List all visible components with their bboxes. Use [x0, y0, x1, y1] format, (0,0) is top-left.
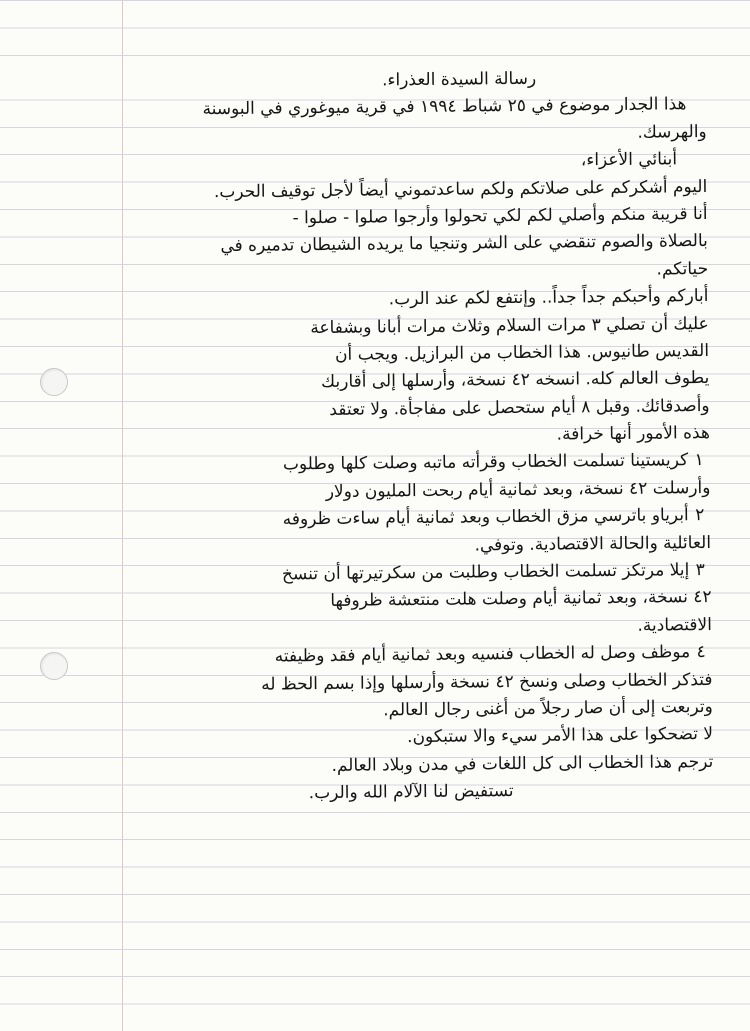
- punch-hole-top: [40, 368, 68, 396]
- body-line: بالصلاة والصوم تنقضي على الشر وتنجيا ما يريده الشيطان تدميره في: [220, 231, 708, 257]
- letter-title: رسالة السيدة العذراء.: [381, 68, 537, 91]
- example-4-line: فتذكر الخطاب وصلى ونسخ ٤٢ نسخة وأرسلها وإذا بسم الحظ له: [261, 669, 713, 695]
- body-line: يطوف العالم كله. انسخه ٤٢ نسخة، وأرسلها إلى أقاربك: [321, 368, 710, 393]
- example-number: ٢: [695, 505, 705, 526]
- example-4-line: ٤موظف وصل له الخطاب فنسيه وبعد ثمانية أيام فقد وظيفته: [76, 639, 712, 673]
- body-line: اليوم أشكركم على صلاتكم ولكم ساعدتموني أيضاً لأجل توقيف الحرب.: [213, 176, 708, 202]
- example-2-line: ٢أبرياو باترسي مزق الخطاب وبعد ثمانية أيام ساءت ظروفه: [75, 502, 711, 536]
- example-4-line: وتربعت إلى أن صار رجلاً من أغنى رجال العالم.: [383, 696, 713, 721]
- body-line: أنا قريبة منكم وأصلي لكم لكي تحولوا وأرجوا صلوا - صلوا -: [292, 203, 708, 229]
- example-2-line: العائلية والحالة الاقتصادية. وتوفي.: [474, 532, 712, 556]
- body-line: القديس طانيوس. هذا الخطاب من البرازيل. ويجب أن: [334, 340, 710, 365]
- example-1-line: وأرسلت ٤٢ نسخة، وبعد ثمانية أيام ربحت المليون دولار: [325, 477, 711, 502]
- example-3-line: الاقتصادية.: [637, 614, 712, 636]
- example-number: ٤: [696, 642, 706, 663]
- body-line: أباركم وأحبكم جداً جداً.. وإنتفع لكم عند الرب.: [388, 286, 709, 310]
- date-line: هذا الجدار موضوع في ٢٥ شباط ١٩٩٤ في قرية ميوغوري في البوسنة: [202, 94, 687, 120]
- example-number: ١: [694, 450, 704, 471]
- closing-line: تستفيض لنا الآلام الله والرب.: [308, 781, 514, 804]
- closing-line: لا تضحكوا على هذا الأمر سيء والا ستبكون.: [407, 724, 714, 748]
- body-line: هذه الأمور أنها خرافة.: [556, 423, 710, 445]
- body-line: وأصدقائك. وقبل ٨ أيام ستحصل على مفاجأة. ولا تعتقد: [329, 395, 710, 420]
- punch-hole-bottom: [40, 652, 68, 680]
- body-line: حياتكم.: [656, 258, 709, 280]
- body-line: عليك أن تصلي ٣ مرات السلام وثلاث مرات أبانا وبشفاعة: [310, 313, 709, 338]
- handwritten-letter: [70, 64, 714, 810]
- greeting: أبنائي الأعزاء،: [580, 149, 678, 171]
- example-number: ٣: [695, 560, 705, 581]
- example-1-line: ١كريستينا تسلمت الخطاب وقرأته ماتبه وصلت كلها وطلوب: [74, 447, 710, 481]
- date-line-cont: والهرسك.: [637, 121, 707, 143]
- closing-line: ترجم هذا الخطاب الى كل اللغات في مدن وبلاد العالم.: [331, 751, 714, 776]
- example-3-line: ٤٢ نسخة، وبعد ثمانية أيام وصلت هلت منتعشة ظروفها: [330, 587, 712, 612]
- example-3-line: ٣إيلا مرتكز تسلمت الخطاب وطلبت من سكرتيرتها أن تنسخ: [75, 557, 711, 591]
